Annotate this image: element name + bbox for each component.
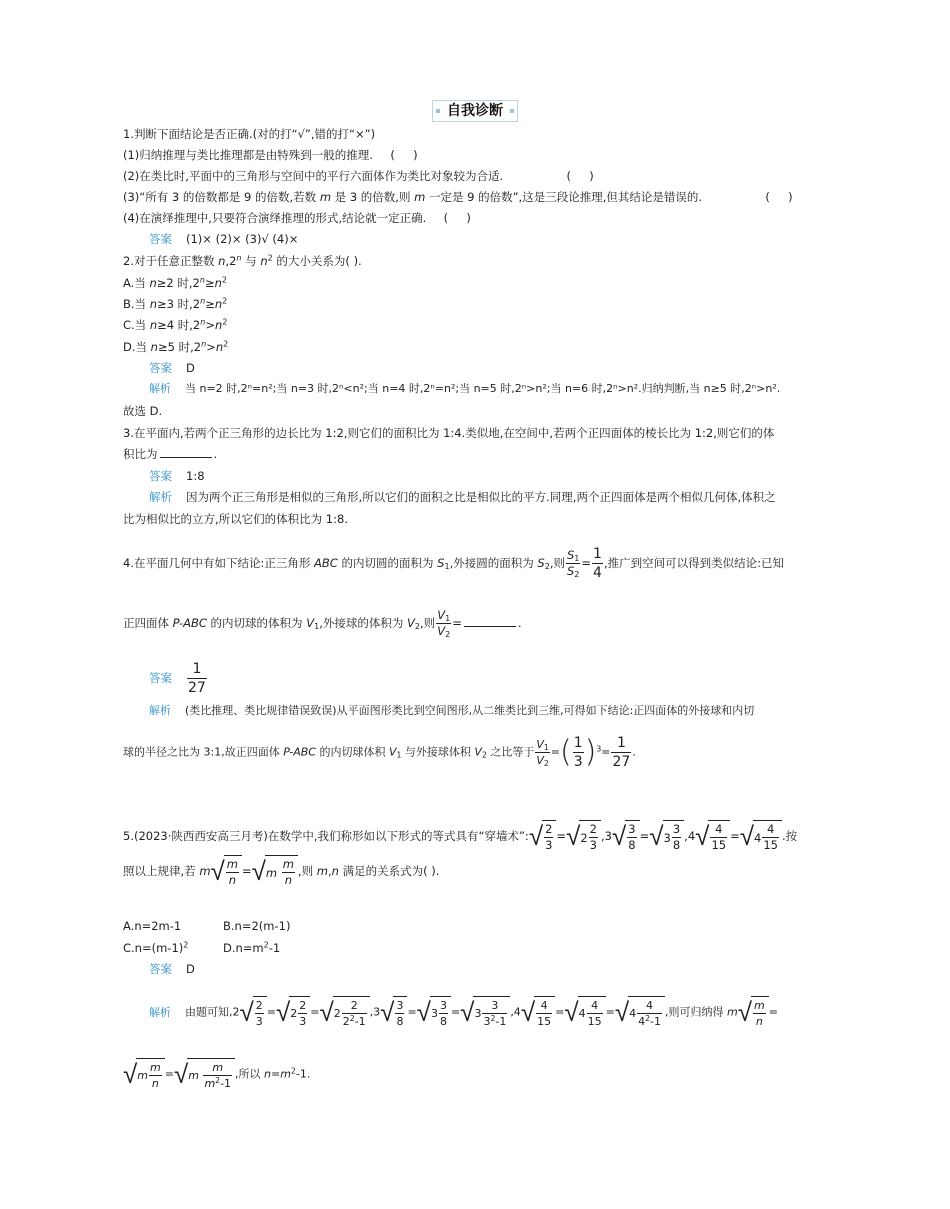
- q4-answer: 答案 $\frac{1}{27}$: [149, 661, 206, 696]
- q4-analysis: 解析 (类比推理、类比规律错误致误)从平面图形类比到空间图形,从二维类比到三维,可得如下结论:正四面体的外接球和内切: [149, 704, 755, 717]
- q1-stem: 1.判断下面结论是否正确.(对的打“√”,错的打“×”): [123, 127, 376, 141]
- q4-stem-line2: 正四面体 P-ABC 的内切球的体积为 $V_1$,外接球的体积为 $V_2$,则 $\frac{V_1}{V_2}$ = .: [123, 608, 522, 639]
- section-title: 自我诊断: [432, 100, 518, 122]
- q1-statement-1: (1)归纳推理与类比推理都是由特殊到一般的推理. ( ): [123, 148, 418, 162]
- q2-analysis: 解析 当 n=2 时,2ⁿ=n²;当 n=3 时,2ⁿ<n²;当 n=4 时,2ⁿ=n²;当 n=5 时,2ⁿ>n²;当 n=6 时,2ⁿ>n².归纳判断,当 n≥5 时,2ⁿ>n².: [149, 382, 781, 395]
- q3-analysis-cont: 比为相似比的立方,所以它们的体积比为 1:8.: [123, 512, 348, 526]
- q1-statement-3: (3)“所有 3 的倍数都是 9 的倍数,若数 m 是 3 的倍数,则 m 一定是 9 的倍数”,这是三段论推理,但其结论是错误的. ( ): [123, 190, 793, 204]
- q4-analysis-cont: 球的半径之比为 3:1,故正四面体 P-ABC 的内切球体积 $V_1$ 与外接球体积 $V_2$ 之比等于 $\frac{V_1}{V_2}$ =( $\frac{1}{3}$ )$^3$= $\frac{1}{27}$ .: [123, 734, 636, 770]
- q3-stem-line2: 积比为 .: [123, 447, 218, 461]
- q2-answer: 答案 D: [149, 361, 195, 375]
- q5-answer: 答案 D: [149, 962, 195, 976]
- q2-option-c: C.当 n≥4 时$,2^n>n^2$: [123, 317, 228, 332]
- q5-options-ab: A.n=2m-1 B.n=2(m-1): [123, 919, 291, 933]
- q1-statement-2: (2)在类比时,平面中的三角形与空间中的平行六面体作为类比对象较为合适. ( ): [123, 169, 594, 183]
- q3-stem-line1: 3.在平面内,若两个正三角形的边长比为 1:2,则它们的面积比为 1:4.类似地,在空间中,若两个正四面体的棱长比为 1:2,则它们的体: [123, 426, 775, 440]
- q2-option-d: D.当 n≥5 时$,2^n>n^2$: [123, 339, 229, 354]
- q5-stem-line1: 5.(2023·陕西西安高三月考)在数学中,我们称形如以下形式的等式具有“穿墙术”: √ $\frac{2}{3}$ = √ 2 $\frac{2}{3}$ ,3 √ $\frac{3}{8}$ = √ 3 $\frac{3}{8}$ ,4 √ $\frac{4}{15}$ = √ 4 $\frac{4}{15}$ .按: [123, 821, 798, 852]
- q2-stem: 2.对于任意正整数 n,2$^n$ 与 $n^2$ 的大小关系为( ).: [123, 253, 362, 268]
- q2-analysis-cont: 故选 D.: [123, 404, 163, 418]
- q4-stem-line1: 4.在平面几何中有如下结论:正三角形 ABC 的内切圆的面积为 $S_1$,外接圆的面积为 $S_2$,则 $\frac{S_1}{S_2}$ = $\frac{1}{4}$ ,推广到空间可以得到类似结论:已知: [123, 546, 784, 581]
- q5-stem-line2: 照以上规律,若 m √ $\frac{m}{n}$ = √ m $\frac{m}{n}$ ,则 m,n 满足的关系式为( ).: [123, 856, 440, 887]
- q1-answer: 答案 (1)× (2)× (3)√ (4)×: [149, 232, 299, 246]
- q2-option-a: A.当 n≥2 时$,2^n\ge n^2$: [123, 275, 228, 290]
- q3-analysis: 解析 因为两个正三角形是相似的三角形,所以它们的面积之比是相似比的平方.同理,两个正四面体是两个相似几何体,体积之: [149, 490, 776, 504]
- q5-analysis: 解析 由题可知,2 √ $\frac{2}{3}$ = √ 2 $\frac{2}{3}$ = √ 2 $\frac{2}{2^2-1}$ ,3 √ $\frac{3}{8}$ = √ 3 $\frac{3}{8}$ = √ 3 $\frac{3}{3^2-1}$ ,4 √ $\frac{4}{15}$ = √ 4 $\frac{4}{15}$ = √ 4 $\frac{4}{4^2-1}$ ,则可归纳得 m √ $\frac{m}{n}$ =: [149, 997, 778, 1028]
- q1-statement-4: (4)在演绎推理中,只要符合演绎推理的形式,结论就一定正确. ( ): [123, 211, 471, 225]
- q5-options-cd: $C.n=(m-1)^2$ $D.n=m^2-1$: [123, 940, 281, 955]
- q3-answer: 答案 1:8: [149, 469, 205, 483]
- q5-analysis-cont: √ m $\frac{m}{n}$ = √ m $\frac{m}{m^2-1}$ ,所以 $n=m^2-1$.: [123, 1059, 311, 1090]
- q2-option-b: B.当 n≥3 时$,2^n\ge n^2$: [123, 296, 228, 311]
